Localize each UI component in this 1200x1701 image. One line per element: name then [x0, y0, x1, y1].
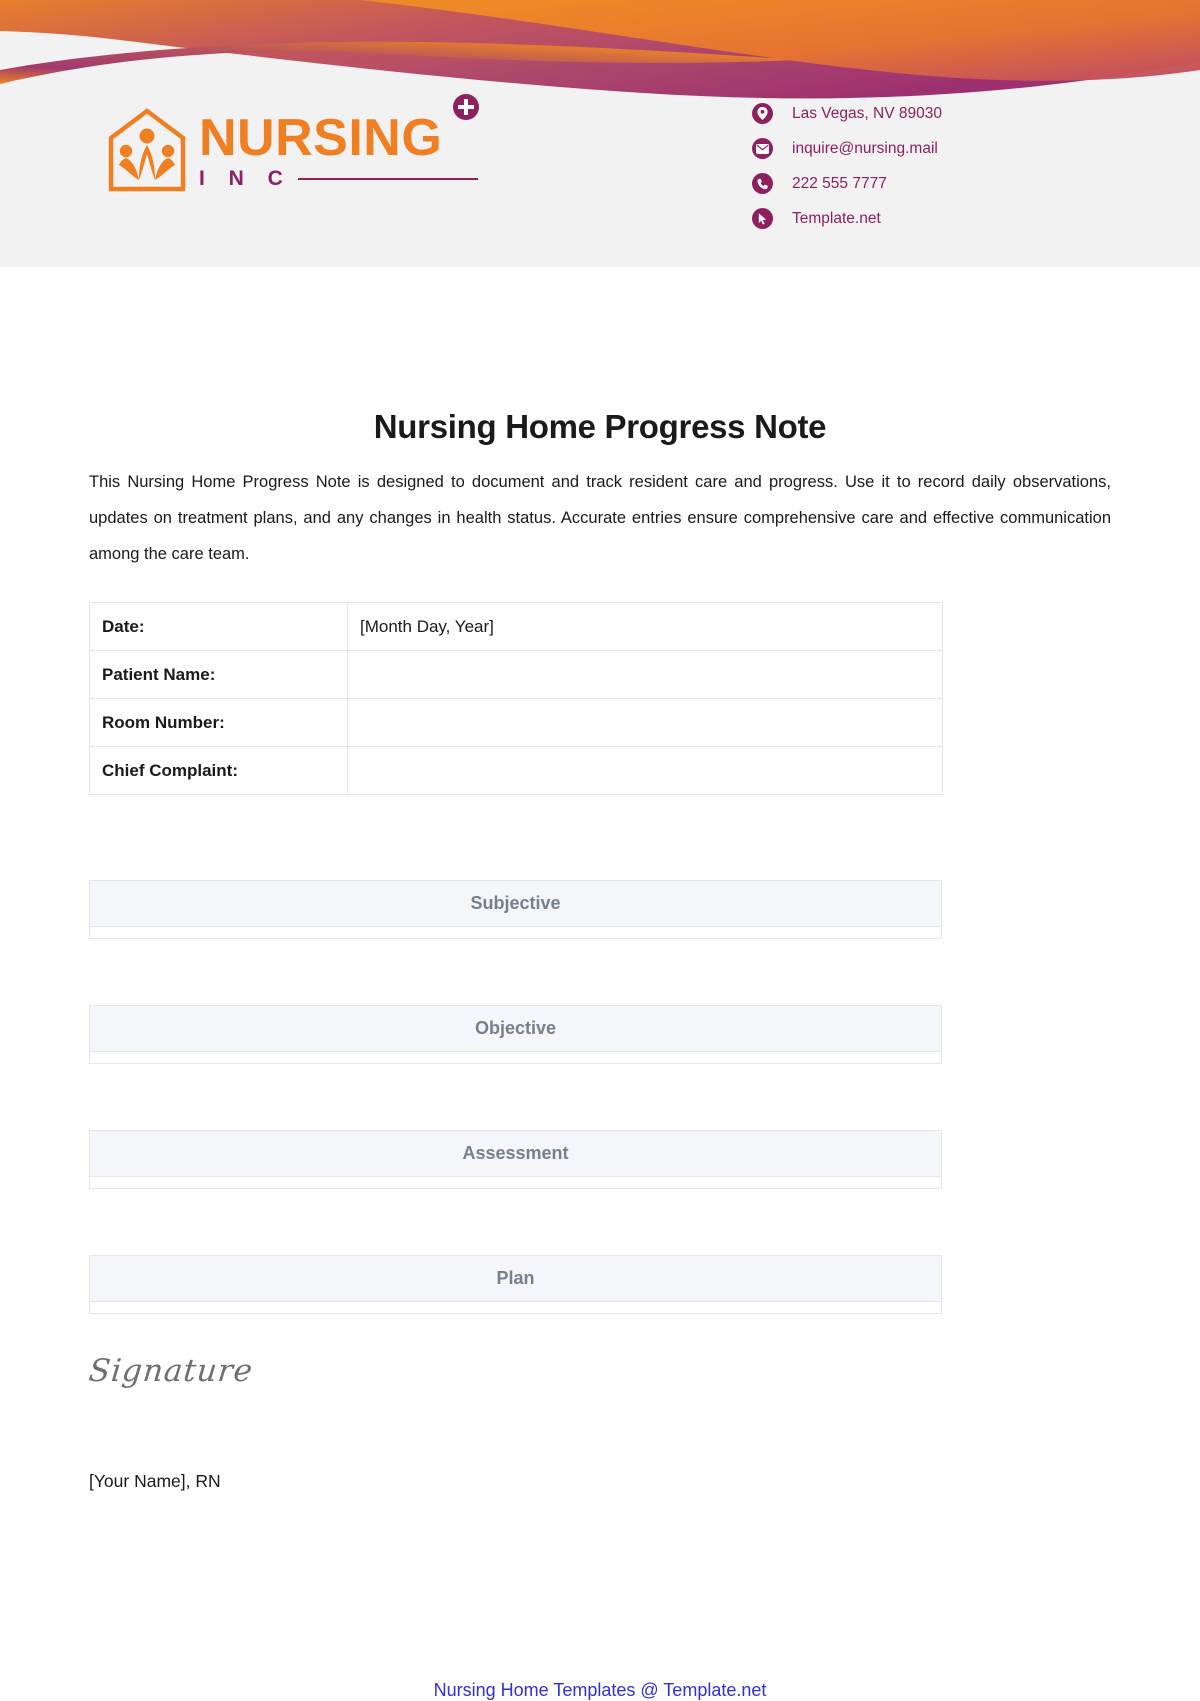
- section-input-plan[interactable]: [89, 1302, 942, 1314]
- signature-area: [87, 1353, 1111, 1492]
- contact-website-text: Template.net: [792, 209, 881, 227]
- page-header: [0, 0, 1200, 267]
- cursor-arrow-icon: [752, 208, 773, 229]
- section-objective: [89, 1005, 942, 1064]
- logo-subtext: I N C: [199, 167, 292, 191]
- contact-address-text: Las Vegas, NV 89030: [792, 104, 942, 122]
- info-value-date[interactable]: [Month Day, Year]: [348, 603, 943, 651]
- signature-script: Signature: [87, 1353, 255, 1389]
- section-heading-assessment: Assessment: [89, 1130, 942, 1177]
- contact-email-text: inquire@nursing.mail: [792, 139, 938, 157]
- logo-wordmark: NURSING: [199, 109, 443, 167]
- medical-cross-icon: [453, 94, 479, 120]
- info-label-room-number: Room Number:: [90, 699, 348, 747]
- header-wave-decoration: [0, 0, 1200, 120]
- info-value-room-number[interactable]: [348, 699, 943, 747]
- contact-row-email[interactable]: [752, 131, 942, 166]
- contact-row-website[interactable]: [752, 201, 942, 236]
- nursing-house-icon: [105, 108, 189, 192]
- section-subjective: [89, 880, 942, 939]
- location-pin-icon: [752, 103, 773, 124]
- contact-phone-text: 222 555 7777: [792, 174, 887, 192]
- section-input-objective[interactable]: [89, 1052, 942, 1064]
- section-assessment: [89, 1130, 942, 1189]
- info-label-patient-name: Patient Name:: [90, 651, 348, 699]
- intro-paragraph: This Nursing Home Progress Note is designed to document and track resident care and progress. Use it to record daily observations, updates on treatment plans, and any changes in health status. Accurate entries ensure comprehensive care and effective communication among the care team.: [89, 473, 1111, 563]
- section-heading-plan: Plan: [89, 1255, 942, 1302]
- table-row: [90, 603, 943, 651]
- contact-row-address: [752, 96, 942, 131]
- brand-logo: [105, 108, 478, 192]
- footer-template-link[interactable]: Nursing Home Templates @ Template.net: [433, 1680, 767, 1700]
- table-row: [90, 651, 943, 699]
- table-row: [90, 699, 943, 747]
- logo-underline: [298, 178, 478, 180]
- page-title: Nursing Home Progress Note: [373, 408, 827, 445]
- contact-info-list: [752, 96, 942, 236]
- info-value-patient-name[interactable]: [348, 651, 943, 699]
- phone-icon: [752, 173, 773, 194]
- section-input-subjective[interactable]: [89, 927, 942, 939]
- info-label-chief-complaint: Chief Complaint:: [90, 747, 348, 795]
- document-body: [0, 408, 1200, 1492]
- info-value-chief-complaint[interactable]: [348, 747, 943, 795]
- section-input-assessment[interactable]: [89, 1177, 942, 1189]
- section-heading-objective: Objective: [89, 1005, 942, 1052]
- table-row: [90, 747, 943, 795]
- section-heading-subjective: Subjective: [89, 880, 942, 927]
- section-plan: [89, 1255, 942, 1314]
- patient-info-table: [89, 602, 943, 795]
- contact-row-phone[interactable]: [752, 166, 942, 201]
- info-label-date: Date:: [90, 603, 348, 651]
- signer-name: [Your Name], RN: [89, 1471, 221, 1491]
- envelope-icon: [752, 138, 773, 159]
